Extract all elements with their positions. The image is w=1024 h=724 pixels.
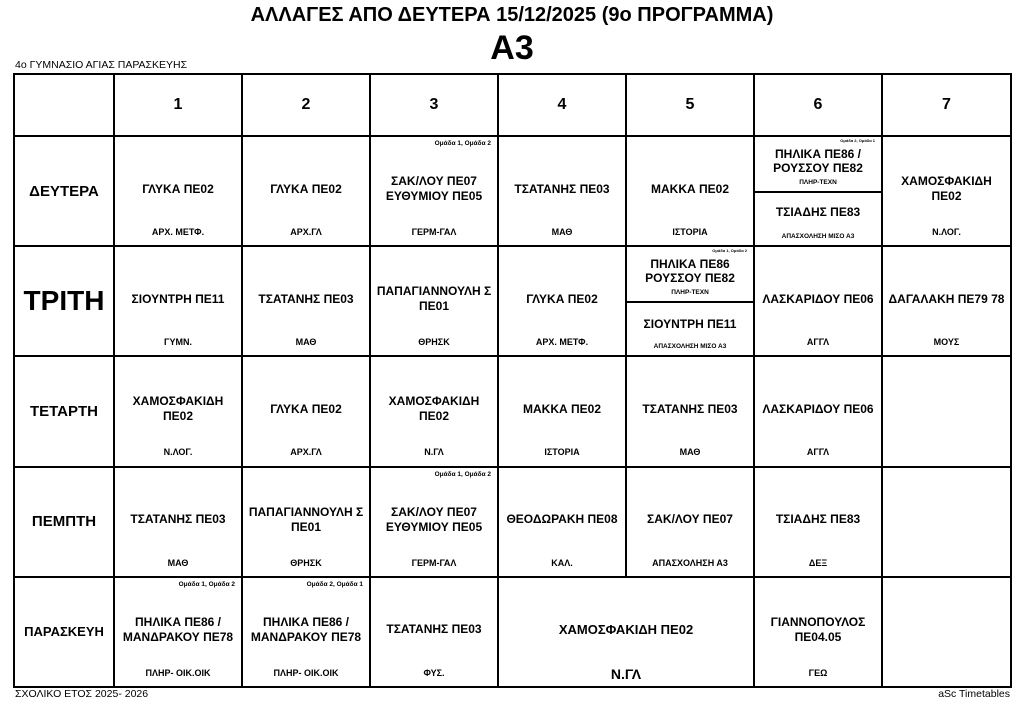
lesson-cell bbox=[114, 577, 242, 687]
software-credit: aSc Timetables bbox=[938, 688, 1010, 700]
lesson-cell bbox=[370, 136, 498, 246]
teacher-name: ΣΙΟΥΝΤΡΗ ΠΕ11 bbox=[643, 317, 737, 332]
lesson-cell bbox=[754, 467, 882, 577]
lesson-cell bbox=[626, 136, 754, 246]
period-header: 2 bbox=[242, 74, 370, 136]
subject-name: ΜΑΘ bbox=[295, 337, 317, 348]
teacher-name: ΠΗΛΙΚΑ ΠΕ86 / ΜΑΝΔΡΑΚΟΥ ΠΕ78 bbox=[122, 614, 234, 644]
double-lesson-cell bbox=[498, 577, 754, 687]
day-row-friday bbox=[14, 577, 1011, 687]
subject-name: ΑΓΓΛ bbox=[806, 337, 830, 348]
subject-name: ΑΠΑΣΧΟΛΗΣΗ Α3 bbox=[652, 557, 728, 568]
subject-name: Ν.ΓΛ bbox=[610, 665, 642, 682]
group-label: Ομάδα 1, Ομάδα 2 bbox=[178, 580, 235, 588]
teacher-name: ΧΑΜΟΣΦΑΚΙΔΗ ΠΕ02 bbox=[388, 394, 480, 424]
day-row-monday bbox=[14, 136, 1011, 246]
split-bottom bbox=[627, 301, 753, 355]
split-top bbox=[627, 247, 753, 303]
subject-name: ΓΥΜΝ. bbox=[164, 337, 192, 348]
group-label: Ομάδα 1, Ομάδα 2 bbox=[712, 248, 747, 254]
teacher-name: ΠΑΠΑΓΙΑΝΝΟΥΛΗ Σ ΠΕ01 bbox=[248, 504, 364, 534]
teacher-name: ΣΑΚ/ΛΟΥ ΠΕ07 ΕΥΘΥΜΙΟΥ ΠΕ05 bbox=[385, 504, 483, 534]
lesson-cell bbox=[114, 356, 242, 466]
subject-name: ΑΠΑΣΧΟΛΗΣΗ ΜΙΣΟ Α3 bbox=[653, 343, 727, 351]
teacher-name: ΓΛΥΚΑ ΠΕ02 bbox=[142, 181, 214, 196]
lesson-cell bbox=[370, 246, 498, 356]
lesson-cell bbox=[498, 356, 626, 466]
subject-name: ΑΓΓΛ bbox=[806, 447, 830, 458]
teacher-name: ΠΗΛΙΚΑ ΠΕ86 / ΡΟΥΣΣΟΥ ΠΕ82 bbox=[773, 147, 863, 176]
subject-name: ΑΡΧ. ΜΕΤΦ. bbox=[535, 337, 589, 348]
period-header: 3 bbox=[370, 74, 498, 136]
teacher-name: ΜΑΚΚΑ ΠΕ02 bbox=[650, 181, 729, 196]
teacher-name: ΓΛΥΚΑ ΠΕ02 bbox=[270, 401, 342, 416]
subject-name: ΚΑΛ. bbox=[551, 557, 573, 568]
subject-name: Ν.ΛΟΓ. bbox=[932, 227, 961, 238]
corner-cell bbox=[14, 74, 114, 136]
teacher-name: ΤΣΙΑΔΗΣ ΠΕ83 bbox=[775, 512, 861, 527]
empty-cell bbox=[882, 356, 1011, 466]
lesson-cell bbox=[242, 136, 370, 246]
subject-name: ΜΑΘ bbox=[167, 557, 189, 568]
subject-name: ΠΛΗΡ-ΤΕΧΝ bbox=[671, 289, 709, 297]
lesson-cell bbox=[498, 136, 626, 246]
lesson-cell bbox=[370, 467, 498, 577]
teacher-name: ΓΛΥΚΑ ΠΕ02 bbox=[270, 181, 342, 196]
day-row-wednesday bbox=[14, 356, 1011, 466]
subject-name: ΘΡΗΣΚ bbox=[290, 557, 322, 568]
lesson-cell bbox=[242, 577, 370, 687]
teacher-name: ΤΣΑΤΑΝΗΣ ΠΕ03 bbox=[130, 512, 226, 527]
split-lesson-cell bbox=[754, 136, 882, 246]
empty-cell bbox=[882, 577, 1011, 687]
lesson-cell bbox=[114, 246, 242, 356]
lesson-cell bbox=[370, 577, 498, 687]
teacher-name: ΤΣΑΤΑΝΗΣ ΠΕ03 bbox=[386, 622, 482, 637]
lesson-cell bbox=[754, 356, 882, 466]
teacher-name: ΧΑΜΟΣΦΑΚΙΔΗ ΠΕ02 bbox=[132, 394, 224, 424]
teacher-name: ΣΑΚ/ΛΟΥ ΠΕ07 bbox=[647, 512, 733, 527]
subject-name: ΦΥΣ. bbox=[423, 667, 445, 678]
subject-name: ΠΛΗΡ- ΟΙΚ.ΟΙΚ bbox=[273, 667, 339, 678]
teacher-name: ΛΑΣΚΑΡΙΔΟΥ ΠΕ06 bbox=[762, 291, 874, 306]
header-row bbox=[14, 74, 1011, 136]
day-row-tuesday bbox=[14, 246, 1011, 356]
subject-name: ΑΡΧ.ΓΛ bbox=[290, 227, 322, 238]
day-row-thursday bbox=[14, 467, 1011, 577]
lesson-cell bbox=[114, 136, 242, 246]
teacher-name: ΤΣΙΑΔΗΣ ΠΕ83 bbox=[775, 205, 861, 220]
teacher-name: ΛΑΣΚΑΡΙΔΟΥ ΠΕ06 bbox=[762, 401, 874, 416]
teacher-name: ΔΑΓΑΛΑΚΗ ΠΕ79 78 bbox=[888, 291, 1005, 306]
teacher-name: ΧΑΜΟΣΦΑΚΙΔΗ ΠΕ02 bbox=[901, 174, 992, 204]
group-label: Ομάδα 1, Ομάδα 2 bbox=[434, 470, 491, 478]
group-label: Ομάδα 2, Ομάδα 1 bbox=[840, 138, 875, 144]
teacher-name: ΜΑΚΚΑ ΠΕ02 bbox=[522, 401, 601, 416]
lesson-cell bbox=[754, 246, 882, 356]
lesson-cell bbox=[242, 467, 370, 577]
subject-name: ΘΡΗΣΚ bbox=[418, 337, 450, 348]
subject-name: Ν.ΛΟΓ. bbox=[163, 447, 193, 458]
period-header: 4 bbox=[498, 74, 626, 136]
subject-name: ΜΑΘ bbox=[679, 447, 701, 458]
lesson-cell bbox=[626, 356, 754, 466]
subject-name: ΠΛΗΡ- ΟΙΚ.ΟΙΚ bbox=[145, 667, 211, 678]
split-lesson-cell bbox=[626, 246, 754, 356]
subject-name: ΓΕΩ bbox=[808, 667, 828, 678]
subject-name: ΙΣΤΟΡΙΑ bbox=[544, 447, 580, 458]
lesson-cell bbox=[882, 136, 1011, 246]
lesson-cell bbox=[114, 467, 242, 577]
day-label: ΠΑΡΑΣΚΕΥΗ bbox=[14, 577, 114, 687]
empty-cell bbox=[882, 467, 1011, 577]
subject-name: ΓΕΡΜ-ΓΑΛ bbox=[411, 557, 457, 568]
split-bottom bbox=[755, 191, 881, 245]
day-label: ΔΕΥΤΕΡΑ bbox=[14, 136, 114, 246]
subject-name: Ν.ΓΛ bbox=[424, 447, 444, 458]
teacher-name: ΧΑΜΟΣΦΑΚΙΔΗ ΠΕ02 bbox=[558, 622, 694, 638]
timetable bbox=[13, 73, 1012, 688]
lesson-cell bbox=[498, 467, 626, 577]
lesson-cell bbox=[882, 246, 1011, 356]
subject-name: ΜΟΥΣ bbox=[933, 337, 960, 348]
lesson-cell bbox=[754, 577, 882, 687]
teacher-name: ΓΛΥΚΑ ΠΕ02 bbox=[526, 291, 598, 306]
class-name: Α3 bbox=[490, 29, 534, 67]
teacher-name: ΣΙΟΥΝΤΡΗ ΠΕ11 bbox=[131, 291, 225, 306]
teacher-name: ΣΑΚ/ΛΟΥ ΠΕ07 ΕΥΘΥΜΙΟΥ ΠΕ05 bbox=[385, 174, 483, 204]
day-label: ΤΕΤΑΡΤΗ bbox=[14, 356, 114, 466]
teacher-name: ΠΗΛΙΚΑ ΠΕ86 / ΜΑΝΔΡΑΚΟΥ ΠΕ78 bbox=[250, 614, 362, 644]
subject-name: ΑΡΧ. ΜΕΤΦ. bbox=[151, 227, 205, 238]
teacher-name: ΤΣΑΤΑΝΗΣ ΠΕ03 bbox=[258, 291, 354, 306]
school-year: ΣΧΟΛΙΚΟ ΕΤΟΣ 2025- 2026 bbox=[15, 688, 149, 700]
subject-name: ΙΣΤΟΡΙΑ bbox=[672, 227, 708, 238]
subject-name: ΑΠΑΣΧΟΛΗΣΗ ΜΙΣΟ Α3 bbox=[781, 233, 855, 241]
subject-name: ΓΕΡΜ-ΓΑΛ bbox=[411, 227, 457, 238]
lesson-cell bbox=[626, 467, 754, 577]
lesson-cell bbox=[370, 356, 498, 466]
day-label: ΤΡΙΤΗ bbox=[14, 246, 114, 356]
teacher-name: ΤΣΑΤΑΝΗΣ ΠΕ03 bbox=[642, 401, 738, 416]
subject-name: ΜΑΘ bbox=[551, 227, 573, 238]
lesson-cell bbox=[498, 246, 626, 356]
period-header: 6 bbox=[754, 74, 882, 136]
teacher-name: ΠΗΛΙΚΑ ΠΕ86 ΡΟΥΣΣΟΥ ΠΕ82 bbox=[645, 257, 735, 286]
subject-name: ΠΛΗΡ-ΤΕΧΝ bbox=[799, 179, 837, 187]
teacher-name: ΓΙΑΝΝΟΠΟΥΛΟΣ ΠΕ04.05 bbox=[770, 614, 866, 644]
subject-name: ΔΕΞ bbox=[808, 557, 828, 568]
lesson-cell bbox=[242, 356, 370, 466]
day-label: ΠΕΜΠΤΗ bbox=[14, 467, 114, 577]
group-label: Ομάδα 1, Ομάδα 2 bbox=[434, 140, 491, 148]
period-header: 1 bbox=[114, 74, 242, 136]
period-header: 5 bbox=[626, 74, 754, 136]
page-title: ΑΛΛΑΓΕΣ ΑΠΟ ΔΕΥΤΕΡΑ 15/12/2025 (9ο ΠΡΟΓΡΑΜΜΑ) bbox=[250, 4, 774, 26]
group-label: Ομάδα 2, Ομάδα 1 bbox=[306, 580, 363, 588]
split-top bbox=[755, 137, 881, 193]
period-header: 7 bbox=[882, 74, 1011, 136]
teacher-name: ΠΑΠΑΓΙΑΝΝΟΥΛΗ Σ ΠΕ01 bbox=[376, 284, 492, 314]
subject-name: ΑΡΧ.ΓΛ bbox=[290, 447, 322, 458]
lesson-cell bbox=[242, 246, 370, 356]
school-name: 4ο ΓΥΜΝΑΣΙΟ ΑΓΙΑΣ ΠΑΡΑΣΚΕΥΗΣ bbox=[15, 59, 188, 71]
teacher-name: ΘΕΟΔΩΡΑΚΗ ΠΕ08 bbox=[506, 512, 618, 527]
teacher-name: ΤΣΑΤΑΝΗΣ ΠΕ03 bbox=[514, 181, 610, 196]
